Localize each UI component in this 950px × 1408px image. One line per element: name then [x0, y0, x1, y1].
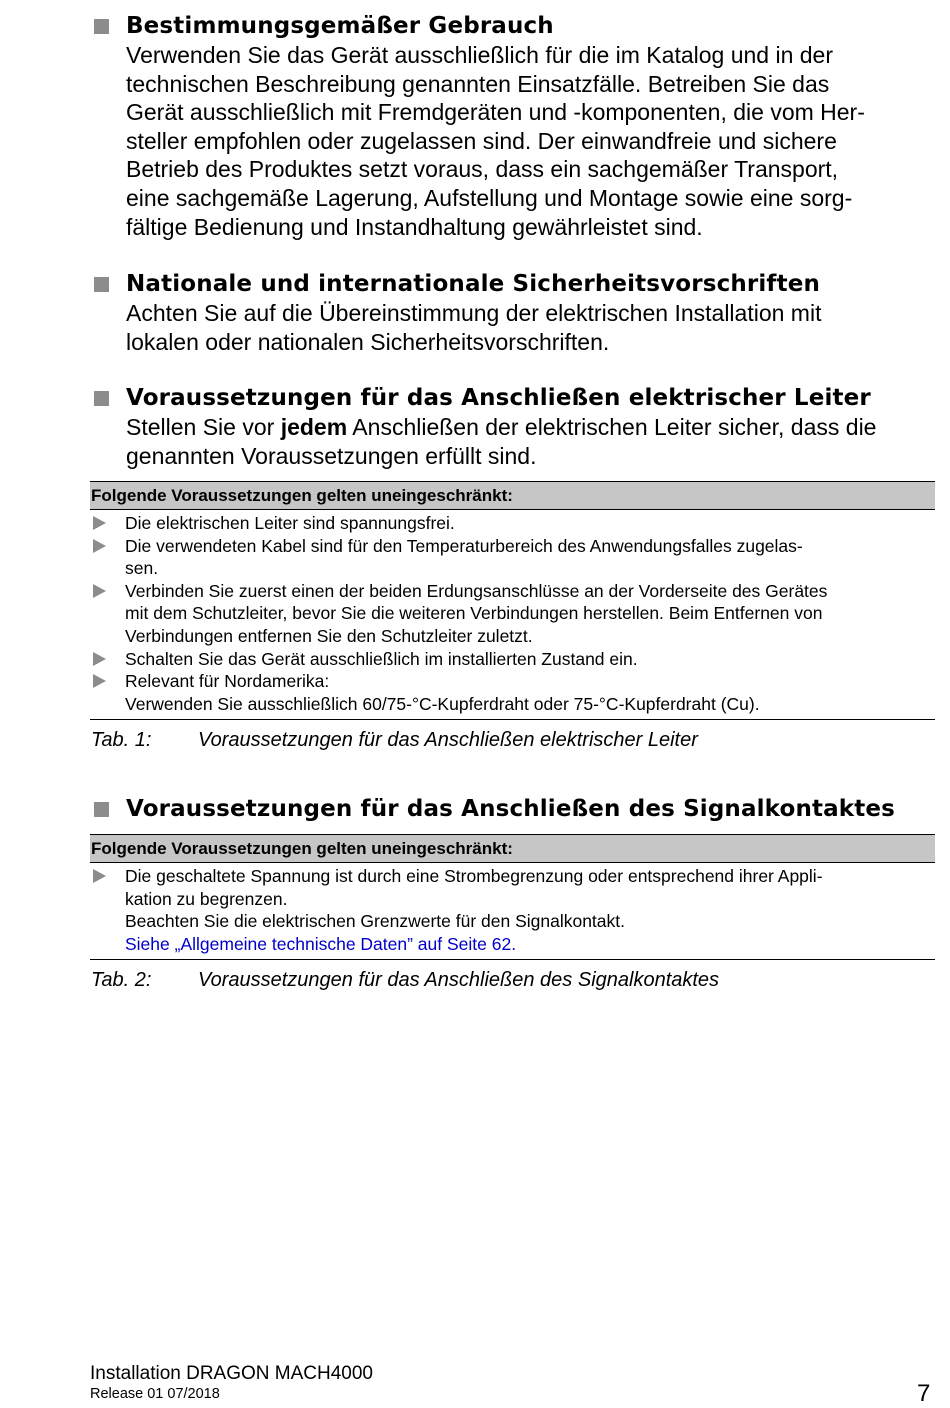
caption-text: Voraussetzungen für das Anschließen elektrischer Leiter [198, 729, 698, 751]
item-line: sen. [125, 558, 159, 579]
table-header: Folgende Voraussetzungen gelten uneingeschränkt: [90, 481, 935, 510]
technical-data-link[interactable]: Siehe „Allgemeine technische Daten” auf Seite 62. [125, 933, 517, 954]
body-line: eine sachgemäße Lagerung, Aufstellung und Montage sowie eine sorg- [126, 184, 853, 211]
item-line: Die geschaltete Spannung ist durch eine Strombegrenzung oder entsprechend ihrer Appli- [125, 866, 823, 886]
item-line: Relevant für Nordamerika: [125, 671, 330, 692]
list-item [90, 648, 935, 671]
section-body [126, 41, 936, 241]
list-item [90, 865, 935, 955]
body-line [126, 413, 936, 442]
section-body [126, 299, 936, 356]
caption-label: Tab. 1: [91, 729, 152, 751]
requirements-table-1 [90, 481, 935, 720]
item-line: Verbinden Sie zuerst einen der beiden Erdungsanschlüsse an der Vorderseite des Gerätes [125, 580, 828, 601]
triangle-bullet-icon [93, 539, 106, 553]
triangle-bullet-icon [93, 869, 106, 883]
body-line: Verwenden Sie das Gerät ausschließlich für die im Katalog und in der [126, 42, 834, 68]
body-text: Stellen Sie vor [126, 414, 281, 440]
square-bullet-icon [94, 391, 109, 406]
section-title: Voraussetzungen für das Anschließen des Signalkontaktes [126, 796, 895, 822]
list-item [90, 670, 935, 715]
item-line: Schalten Sie das Gerät ausschließlich im installierten Zustand ein. [125, 648, 638, 669]
table-caption [91, 968, 719, 992]
triangle-bullet-icon [93, 516, 106, 530]
table-header: Folgende Voraussetzungen gelten uneingeschränkt: [90, 834, 935, 863]
table-bottom-rule [90, 959, 935, 960]
body-line: lokalen oder nationalen Sicherheitsvorschriften. [126, 328, 610, 355]
body-line: genannten Voraussetzungen erfüllt sind. [126, 442, 537, 469]
body-line: fältige Bedienung und Instandhaltung gewährleistet sind. [126, 213, 703, 240]
body-line: Gerät ausschließlich mit Fremdgeräten und -komponenten, die vom Her- [126, 99, 865, 126]
list-item [90, 512, 935, 535]
body-text: Anschließen der elektrischen Leiter sicher, dass die [347, 414, 877, 440]
table-body [90, 863, 935, 959]
body-line: Achten Sie auf die Übereinstimmung der elektrischen Installation mit [126, 300, 822, 326]
triangle-bullet-icon [93, 674, 106, 688]
square-bullet-icon [94, 277, 109, 292]
body-line: steller empfohlen oder zugelassen sind. Der einwandfreie und sichere [126, 127, 837, 154]
body-line: technischen Beschreibung genannten Einsatzfälle. Betreiben Sie das [126, 70, 830, 97]
section-body [126, 413, 936, 470]
item-line: Verbindungen entfernen Sie den Schutzleiter zuletzt. [125, 625, 533, 646]
triangle-bullet-icon [93, 584, 106, 598]
item-line: kation zu begrenzen. [125, 888, 288, 909]
section-title: Nationale und internationale Sicherheitsvorschriften [126, 271, 820, 297]
list-item [90, 580, 935, 648]
table-bottom-rule [90, 719, 935, 720]
item-line: Die verwendeten Kabel sind für den Temperaturbereich des Anwendungsfalles zugelas- [125, 535, 803, 556]
section-title: Bestimmungsgemäßer Gebrauch [126, 13, 554, 39]
body-line: Betrieb des Produktes setzt voraus, dass ein sachgemäßer Transport, [126, 156, 839, 183]
item-line: mit dem Schutzleiter, bevor Sie die weiteren Verbindungen herstellen. Beim Entfernen von [125, 603, 823, 624]
footer-release: Release 01 07/2018 [90, 1386, 220, 1402]
table-body [90, 510, 935, 719]
caption-text: Voraussetzungen für das Anschließen des Signalkontaktes [198, 969, 720, 991]
square-bullet-icon [94, 802, 109, 817]
emphasis-text: jedem [280, 414, 348, 440]
item-line: Beachten Sie die elektrischen Grenzwerte für den Signalkontakt. [125, 911, 626, 932]
caption-label: Tab. 2: [91, 969, 152, 991]
item-line: Die elektrischen Leiter sind spannungsfrei. [125, 513, 455, 533]
square-bullet-icon [94, 19, 109, 34]
requirements-table-2 [90, 834, 935, 960]
list-item [90, 535, 935, 580]
page-number: 7 [917, 1380, 931, 1407]
table-caption [91, 728, 698, 752]
footer-document-title: Installation DRAGON MACH4000 [90, 1363, 373, 1384]
section-title: Voraussetzungen für das Anschließen elektrischer Leiter [126, 385, 871, 411]
item-line: Verwenden Sie ausschließlich 60/75-°C-Kupferdraht oder 75-°C-Kupferdraht (Cu). [125, 693, 760, 714]
triangle-bullet-icon [93, 652, 106, 666]
